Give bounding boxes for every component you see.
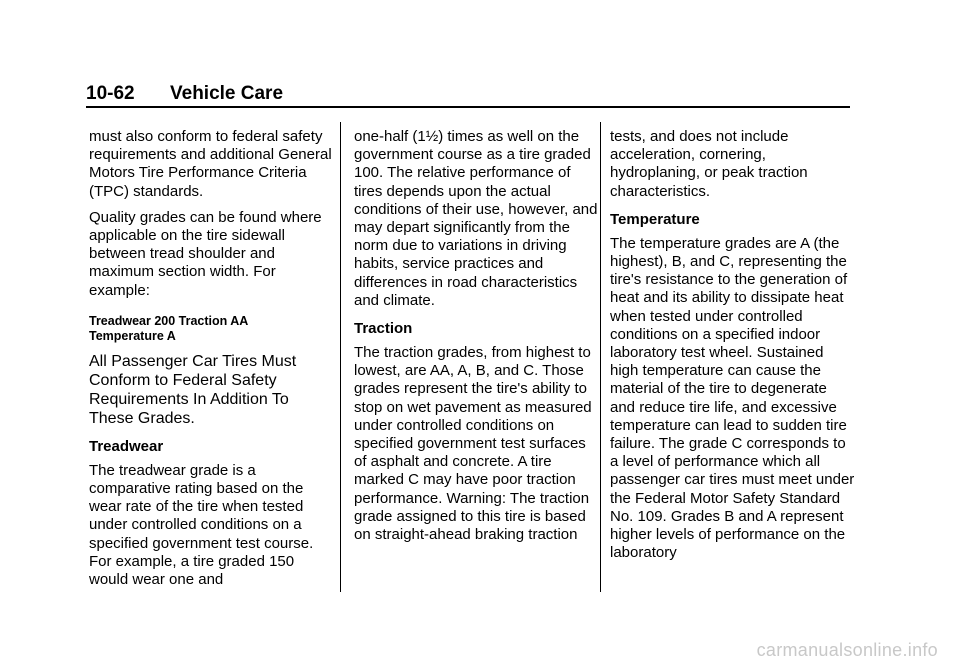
column-divider-1 [340,122,341,592]
watermark: carmanualsonline.info [756,640,938,660]
paragraph: The treadwear grade is a comparative rating based on the wear rate of the tire when tested under controlled conditions on a specified government test course. For example, a tire graded 150 would wear one and [89,461,314,589]
page-number: 10-62 [86,83,135,104]
text-column-3 [610,128,855,570]
treadwear-heading: Treadwear [89,437,164,455]
column-divider-2 [600,122,601,592]
paragraph: must also conform to federal safety requirements and additional General Motors Tire Performance Criteria (TPC) standards. [89,128,332,200]
text-column-1 [89,128,334,597]
page-header [86,84,283,104]
header-rule [86,106,850,108]
paragraph: Quality grades can be found where applicable on the tire sidewall between tread shoulder and maximum section width. For example: [89,208,322,299]
paragraph: tests, and does not include acceleration, cornering, hydroplaning, or peak traction characteristics. [610,128,808,200]
grade-example-line-2: Temperature A [89,328,176,343]
text-column-2 [354,128,599,552]
grade-example-line-1: Treadwear 200 Traction AA [89,313,249,328]
section-title: Vehicle Care [170,83,284,104]
paragraph: The temperature grades are A (the highest), B, and C, representing the tire's resistance to the generation of heat and its ability to dissipate heat when tested under controlled conditions on a specified indoor laboratory test wheel. Sustained high temperature can cause the material of the tire to degenerate and reduce tire life, and excessive temperature can lead to sudden tire failure. The grade C corresponds to a level of performance which all passenger car tires must meet under the Federal Motor Safety Standard No. 109. Grades B and A represent higher levels of performance on the laboratory [610,234,855,562]
temperature-heading: Temperature [610,210,700,228]
grade-example [89,314,334,344]
compliance-statement: All Passenger Car Tires Must Conform to Federal Safety Requirements In Addition To These Grades. [89,352,297,427]
paragraph: The traction grades, from highest to lowest, are AA, A, B, and C. Those grades represent the tire's ability to stop on wet pavement as measured under controlled conditions on specified government test surfaces of asphalt and concrete. A tire marked C may have poor traction performance. Warning: The traction grade assigned to this tire is based on straight-ahead braking traction [354,344,592,544]
traction-heading: Traction [354,320,413,338]
paragraph: one-half (1½) times as well on the government course as a tire graded 100. The relative performance of tires depends upon the actual conditions of their use, however, and may depart significantly from the norm due to variations in driving habits, service practices and differences in road characteristics and climate. [354,128,598,309]
